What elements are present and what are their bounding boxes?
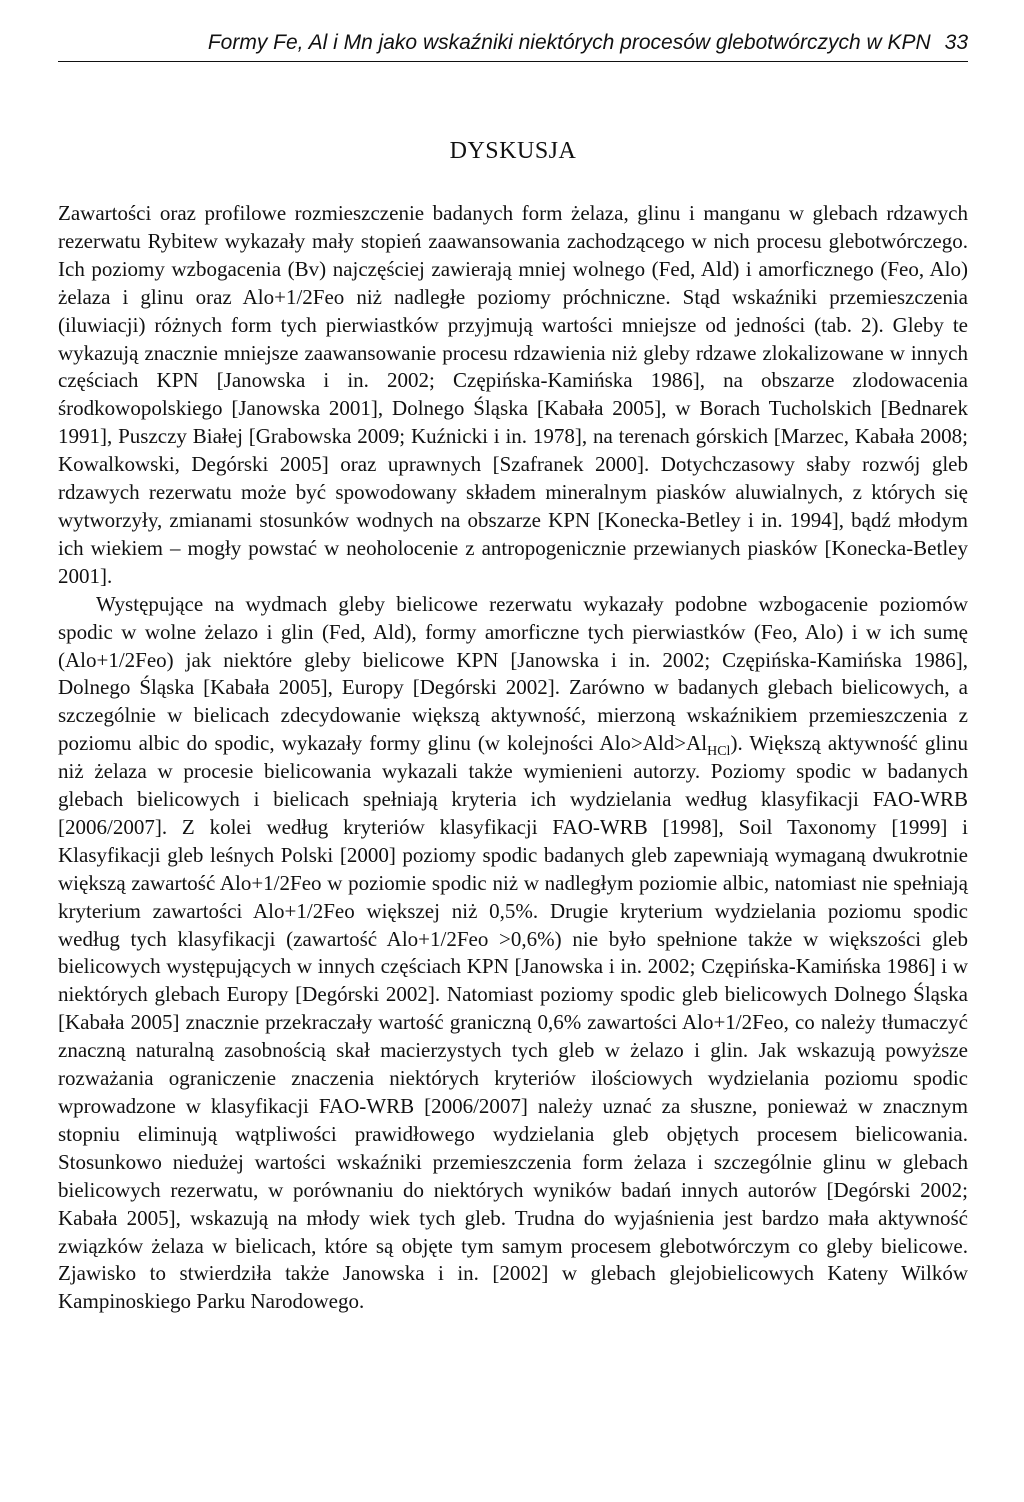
hcl-subscript: HCl [707,744,731,760]
document-page [58,30,968,1316]
page-number: 33 [944,31,968,54]
paragraph-2 [58,591,968,1317]
paragraph-1: Zawartości oraz profilowe rozmieszczenie badanych form żelaza, glinu i manganu w glebach rdzawych rezerwatu Rybitew wykazały mały stopień zaawansowania zachodzącego w nich procesu glebotwórczego. Ich poziomy wzbogacenia (Bv) najczęściej zawierają mniej wolnego (Fed, Ald) i amorficznego (Feo, Alo) żelaza i glinu oraz Alo+1/2Feo niż nadległe poziomy próchniczne. Stąd wskaźniki przemieszczenia (iluwiacji) różnych form tych pierwiastków przyjmują wartości mniejsze od jedności (tab. 2). Gleby te wykazują znacznie mniejsze zaawansowanie procesu rdzawienia niż gleby rdzawe zlokalizowane w innych częściach KPN [Janowska i in. 2002; Czępińska-Kamińska 1986], na obszarze zlodowacenia środkowopolskiego [Janowska 2001], Dolnego Śląska [Kabała 2005], w Borach Tucholskich [Bednarek 1991], Puszczy Białej [Grabowska 2009; Kuźnicki i in. 1978], na terenach górskich [Marzec, Kabała 2008; Kowalkowski, Degórski 2005] oraz uprawnych [Szafranek 2000]. Dotychczasowy słaby rozwój gleb rdzawych rezerwatu może być spowodowany składem mineralnym piasków aluwialnych, z których się wytworzyły, zmianami stosunków wodnych na obszarze KPN [Konecka-Betley i in. 1994], bądź młodym ich wiekiem – mogły powstać w neoholocenie z antropogenicznie przewianych piasków [Konecka-Betley 2001]. [58,201,968,588]
paragraph-2-text-a: Występujące na wydmach gleby bielicowe rezerwatu wykazały podobne wzbogacenie poziomów spodic w wolne żelazo i glin (Fed, Ald), formy amorficzne tych pierwiastków (Feo, Alo) i w ich sumę (Alo+1/2Feo) jak niektóre gleby bielicowe KPN [Janowska i in. 2002; Czępińska-Kamińska 1986], Dolnego Śląska [Kabała 2005], Europy [Degórski 2002]. Zarówno w badanych glebach bielicowych, a szczególnie w bielicach zdecydowanie większą aktywność, mierzoną wskaźnikiem przemieszczenia z poziomu albic do spodic, wykazały formy glinu (w kolejności Alo>Ald>Al [58,591,968,756]
paragraph-2-text-b: ). Większą aktywność glinu niż żelaza w procesie bielicowania wykazali także wymienieni autorzy. Poziomy spodic w badanych glebach bielicowych i bielicach spełniają kryteria ich wydzielania według klasyfikacji FAO-WRB [2006/2007]. Z kolei według kryteriów klasyfikacji FAO-WRB [1998], Soil Taxonomy [1999] i Klasyfikacji gleb leśnych Polski [2000] poziomy spodic badanych gleb zapewniają wymaganą dwukrotnie większą zawartość Alo+1/2Feo w poziomie spodic niż w nadległym poziomie albic, natomiast nie spełniają kryterium zawartości Alo+1/2Feo większej niż 0,5%. Drugie kryterium wydzielania poziomu spodic według tych klasyfikacji (zawartość Alo+1/2Feo >0,6%) nie było spełnione także w większości gleb bielicowych występujących w innych częściach KPN [Janowska i in. 2002; Czępińska-Kamińska 1986] i w niektórych glebach Europy [Degórski 2002]. Natomiast poziomy spodic gleb bielicowych Dolnego Śląska [Kabała 2005] znacznie przekraczały wartość graniczną 0,6% zawartości Alo+1/2Feo, co należy tłumaczyć znaczną naturalną zasobnością skał macierzystych tych gleb w żelazo i glin. Jak wskazują powyższe rozważania ograniczenie znaczenia niektórych kryteriów ilościowych wydzielania poziomu spodic wprowadzone w klasyfikacji FAO-WRB [2006/2007] należy uznać za słuszne, ponieważ w znacznym stopniu eliminują wątpliwości prawidłowego wydzielania gleb objętych procesem bielicowania. Stosunkowo niedużej wartości wskaźniki przemieszczenia form żelaza i szczególnie glinu w glebach bielicowych rezerwatu, w porównaniu do niektórych wyników badań innych autorów [Degórski 2002; Kabała 2005], wskazują na młody wiek tych gleb. Trudna do wyjaśnienia jest bardzo mała aktywność związków żelaza w bielicach, które są objęte tym samym procesem glebotwórczym co gleby bielicowe. Zjawisko to stwierdziła także Janowska i in. [2002] w glebach glejobielicowych Kateny Wilków Kampinoskiego Parku Narodowego. [58,731,969,1314]
running-title: Formy Fe, Al i Mn jako wskaźniki niektórych procesów glebotwórczych w KPN [207,31,931,54]
running-header [58,30,968,62]
body-text [58,200,968,1316]
section-heading: DYSKUSJA [449,138,577,164]
